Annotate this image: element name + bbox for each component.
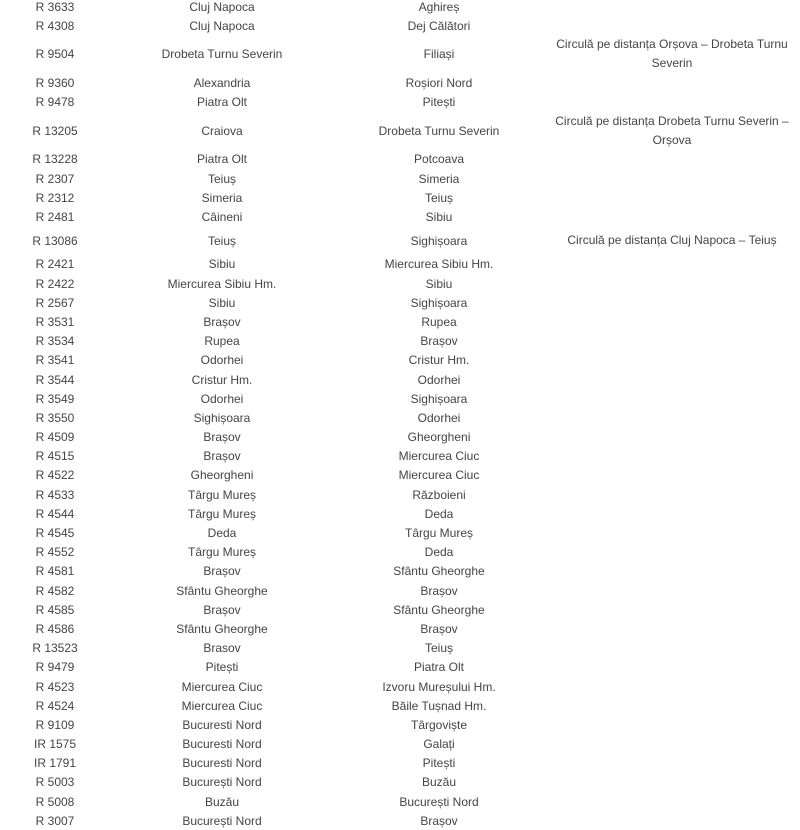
destination-station-cell: Deda — [424, 545, 454, 560]
train-number-cell: R 3531 — [35, 314, 75, 329]
origin-station-cell: Gheorgheni — [190, 468, 254, 483]
table-row — [0, 150, 800, 169]
origin-station-cell: Târgu Mureș — [187, 487, 257, 502]
note-cell — [544, 293, 800, 312]
destination-station-cell: Odorhei — [417, 372, 461, 387]
train-number-cell: R 9109 — [35, 717, 75, 732]
destination-station-cell: Sfântu Gheorghe — [393, 564, 485, 579]
origin-station-cell: Brașov — [203, 314, 241, 329]
table-row — [0, 562, 800, 581]
train-number-cell: R 2481 — [35, 209, 75, 224]
train-number-cell: R 4515 — [35, 449, 75, 464]
table-row — [0, 485, 800, 504]
train-number-cell: R 4582 — [35, 583, 75, 598]
table-row — [0, 600, 800, 619]
origin-station-cell: Drobeta Turnu Severin — [161, 47, 283, 62]
destination-station-cell: Roșiori Nord — [405, 75, 473, 90]
note-cell — [544, 562, 800, 581]
origin-station-cell: Târgu Mureș — [187, 545, 257, 560]
note-cell — [544, 351, 800, 370]
note-cell — [544, 169, 800, 188]
table-row — [0, 73, 800, 92]
destination-station-cell: Cristur Hm. — [408, 353, 470, 368]
train-number-cell: R 2307 — [35, 171, 75, 186]
train-number-cell: R 4524 — [35, 698, 75, 713]
destination-station-cell: Sibiu — [425, 276, 453, 291]
destination-station-cell: Simeria — [418, 171, 460, 186]
table-row — [0, 169, 800, 188]
origin-station-cell: Piatra Olt — [196, 95, 247, 110]
origin-station-cell: Rupea — [204, 334, 240, 349]
note-cell: Circulă pe distanța Drobeta Turnu Severin – Orșova — [555, 113, 789, 147]
table-row — [0, 408, 800, 427]
note-cell — [544, 696, 800, 715]
train-number-cell: R 13086 — [32, 233, 78, 248]
origin-station-cell: Câineni — [201, 209, 243, 224]
destination-station-cell: Gheorgheni — [407, 430, 471, 445]
origin-station-cell: București Nord — [182, 775, 262, 790]
train-number-cell: R 4509 — [35, 430, 75, 445]
note-cell — [544, 73, 800, 92]
origin-station-cell: Brașov — [203, 430, 241, 445]
note-cell — [544, 188, 800, 207]
train-number-cell: R 3541 — [35, 353, 75, 368]
note-cell — [544, 600, 800, 619]
note-cell — [544, 370, 800, 389]
destination-station-cell: Brașov — [420, 334, 458, 349]
note-cell — [544, 523, 800, 542]
table-row — [0, 792, 800, 811]
note-cell — [544, 811, 800, 830]
destination-station-cell: Odorhei — [417, 410, 461, 425]
table-row — [0, 293, 800, 312]
destination-station-cell: Sighișoara — [410, 295, 468, 310]
note-cell — [544, 639, 800, 658]
destination-station-cell: Teiuș — [424, 641, 453, 656]
note-cell — [544, 734, 800, 753]
note-cell — [544, 658, 800, 677]
table-row — [0, 734, 800, 753]
train-number-cell: R 4533 — [35, 487, 75, 502]
train-number-cell: R 3549 — [35, 391, 75, 406]
table-row — [0, 351, 800, 370]
train-number-cell: R 4523 — [35, 679, 75, 694]
table-row — [0, 811, 800, 830]
train-number-cell: R 3544 — [35, 372, 75, 387]
table-row — [0, 0, 800, 16]
train-number-cell: R 4586 — [35, 621, 75, 636]
table-row — [0, 581, 800, 600]
train-number-cell: R 13205 — [32, 123, 78, 138]
destination-station-cell: Filiași — [423, 47, 455, 62]
table-row — [0, 332, 800, 351]
destination-station-cell: Rupea — [421, 314, 457, 329]
note-cell — [544, 543, 800, 562]
note-cell — [544, 447, 800, 466]
table-row — [0, 466, 800, 485]
destination-station-cell: Târgu Mureș — [404, 526, 474, 541]
origin-station-cell: Alexandria — [193, 75, 251, 90]
table-row — [0, 696, 800, 715]
destination-station-cell: Sfântu Gheorghe — [393, 602, 485, 617]
origin-station-cell: Teiuș — [207, 171, 236, 186]
train-number-cell: R 2312 — [35, 190, 75, 205]
train-number-cell: R 3534 — [35, 334, 75, 349]
destination-station-cell: Sighișoara — [410, 233, 468, 248]
train-number-cell: R 2421 — [35, 257, 75, 272]
destination-station-cell: Buzău — [421, 775, 457, 790]
table-row — [0, 93, 800, 112]
destination-station-cell: București Nord — [399, 794, 479, 809]
origin-station-cell: Miercurea Sibiu Hm. — [167, 276, 277, 291]
note-cell — [544, 274, 800, 293]
train-number-cell: R 9504 — [35, 47, 75, 62]
table-row — [0, 715, 800, 734]
table-row — [0, 639, 800, 658]
destination-station-cell: Brașov — [420, 621, 458, 636]
origin-station-cell: Sibiu — [208, 295, 236, 310]
train-number-cell: R 5003 — [35, 775, 75, 790]
origin-station-cell: Simeria — [201, 190, 243, 205]
destination-station-cell: Miercurea Sibiu Hm. — [384, 257, 494, 272]
note-cell — [544, 677, 800, 696]
table-row — [0, 35, 800, 73]
train-number-cell: R 13523 — [32, 641, 78, 656]
train-number-cell: R 3550 — [35, 410, 75, 425]
table-row — [0, 658, 800, 677]
table-row — [0, 543, 800, 562]
note-cell — [544, 16, 800, 35]
train-number-cell: R 5008 — [35, 794, 75, 809]
train-number-cell: R 2422 — [35, 276, 75, 291]
note-cell — [544, 389, 800, 408]
origin-station-cell: Buzău — [204, 794, 240, 809]
note-cell: Circulă pe distanța Cluj Napoca – Teiuș — [567, 233, 777, 248]
train-number-cell: R 4581 — [35, 564, 75, 579]
note-cell — [544, 715, 800, 734]
note-cell — [544, 408, 800, 427]
destination-station-cell: Deda — [424, 506, 454, 521]
table-row — [0, 447, 800, 466]
note-cell — [544, 150, 800, 169]
destination-station-cell: Izvoru Mureșului Hm. — [382, 679, 496, 694]
origin-station-cell: Sfântu Gheorghe — [176, 583, 268, 598]
table-row — [0, 754, 800, 773]
table-row — [0, 274, 800, 293]
destination-station-cell: Drobeta Turnu Severin — [378, 123, 500, 138]
train-number-cell: R 3633 — [35, 0, 75, 14]
note-cell — [544, 581, 800, 600]
origin-station-cell: Odorhei — [200, 353, 244, 368]
destination-station-cell: Sibiu — [425, 209, 453, 224]
origin-station-cell: Miercurea Ciuc — [181, 698, 263, 713]
note-cell — [544, 427, 800, 446]
origin-station-cell: Sighișoara — [193, 410, 251, 425]
origin-station-cell: Brașov — [203, 564, 241, 579]
note-cell — [544, 466, 800, 485]
destination-station-cell: Piatra Olt — [413, 660, 464, 675]
origin-station-cell: Brasov — [203, 641, 241, 656]
note-cell — [544, 332, 800, 351]
origin-station-cell: Brașov — [203, 449, 241, 464]
table-row — [0, 389, 800, 408]
table-row — [0, 112, 800, 150]
destination-station-cell: Pitești — [422, 95, 456, 110]
origin-station-cell: Sfântu Gheorghe — [176, 621, 268, 636]
origin-station-cell: Cluj Napoca — [189, 0, 255, 14]
train-number-cell: IR 1791 — [33, 756, 77, 771]
origin-station-cell: Târgu Mureș — [187, 506, 257, 521]
destination-station-cell: Sighișoara — [410, 391, 468, 406]
note-cell — [544, 619, 800, 638]
note-cell — [544, 504, 800, 523]
train-number-cell: R 13228 — [32, 152, 78, 167]
table-row — [0, 427, 800, 446]
origin-station-cell: Pitești — [205, 660, 239, 675]
train-number-cell: IR 1575 — [33, 737, 77, 752]
destination-station-cell: Băile Tușnad Hm. — [391, 698, 487, 713]
table-row — [0, 523, 800, 542]
origin-station-cell: Cristur Hm. — [191, 372, 253, 387]
destination-station-cell: Brașov — [420, 583, 458, 598]
origin-station-cell: Bucuresti Nord — [182, 717, 262, 732]
origin-station-cell: Bucuresti Nord — [182, 737, 262, 752]
origin-station-cell: Piatra Olt — [196, 152, 247, 167]
destination-station-cell: Miercurea Ciuc — [398, 449, 480, 464]
origin-station-cell: Sibiu — [208, 257, 236, 272]
note-cell — [544, 754, 800, 773]
destination-station-cell: Târgoviște — [410, 717, 468, 732]
train-number-cell: R 9479 — [35, 660, 75, 675]
note-cell — [544, 255, 800, 274]
table-row — [0, 504, 800, 523]
destination-station-cell: Brașov — [420, 813, 458, 828]
train-number-cell: R 9360 — [35, 75, 75, 90]
table-row — [0, 255, 800, 274]
origin-station-cell: Cluj Napoca — [189, 18, 255, 33]
note-cell — [544, 207, 800, 226]
train-number-cell: R 2567 — [35, 295, 75, 310]
destination-station-cell: Dej Călători — [407, 18, 471, 33]
note-cell — [544, 0, 800, 16]
origin-station-cell: Brașov — [203, 602, 241, 617]
note-cell — [544, 773, 800, 792]
note-cell — [544, 93, 800, 112]
table-row — [0, 16, 800, 35]
table-row — [0, 188, 800, 207]
table-row — [0, 312, 800, 331]
note-cell — [544, 792, 800, 811]
origin-station-cell: Bucuresti Nord — [182, 756, 262, 771]
table-row — [0, 773, 800, 792]
table-row — [0, 370, 800, 389]
train-number-cell: R 3007 — [35, 813, 75, 828]
train-number-cell: R 4308 — [35, 18, 75, 33]
table-row — [0, 207, 800, 226]
destination-station-cell: Pitești — [422, 756, 456, 771]
train-number-cell: R 4544 — [35, 506, 75, 521]
origin-station-cell: Deda — [207, 526, 237, 541]
destination-station-cell: Războieni — [412, 487, 466, 502]
destination-station-cell: Teiuș — [424, 190, 453, 205]
train-number-cell: R 9478 — [35, 95, 75, 110]
destination-station-cell: Aghireș — [418, 0, 460, 14]
origin-station-cell: Teiuș — [207, 233, 236, 248]
destination-station-cell: Potcoava — [413, 152, 465, 167]
origin-station-cell: Odorhei — [200, 391, 244, 406]
train-number-cell: R 4545 — [35, 526, 75, 541]
note-cell: Circulă pe distanța Orșova – Drobeta Turnu Severin — [556, 37, 788, 71]
destination-station-cell: Galați — [423, 737, 455, 752]
origin-station-cell: Craiova — [201, 123, 243, 138]
note-cell — [544, 312, 800, 331]
train-number-cell: R 4585 — [35, 602, 75, 617]
train-number-cell: R 4522 — [35, 468, 75, 483]
table-row — [0, 677, 800, 696]
destination-station-cell: Miercurea Ciuc — [398, 468, 480, 483]
table-row — [0, 619, 800, 638]
note-cell — [544, 485, 800, 504]
origin-station-cell: Miercurea Ciuc — [181, 679, 263, 694]
origin-station-cell: București Nord — [182, 813, 262, 828]
table-row — [0, 227, 800, 255]
train-number-cell: R 4552 — [35, 545, 75, 560]
